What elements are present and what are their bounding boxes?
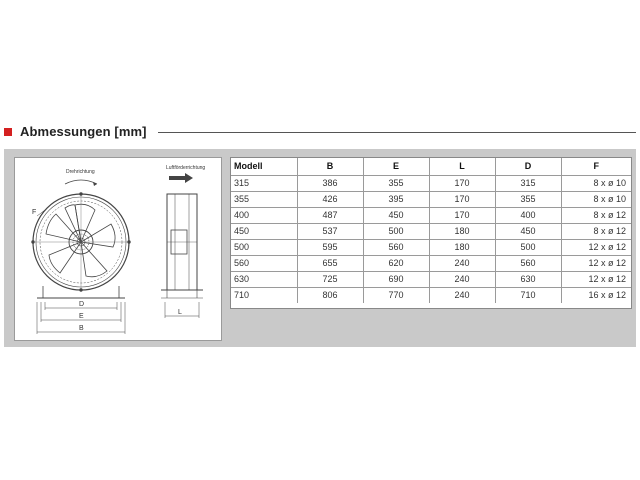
column-header-e: E	[363, 158, 429, 175]
cell-d: 315	[495, 175, 561, 191]
cell-f: 8 x ø 10	[561, 175, 631, 191]
column-header-b: B	[297, 158, 363, 175]
cell-modell: 315	[231, 175, 297, 191]
table-row	[231, 239, 631, 255]
cell-b: 725	[297, 271, 363, 287]
cell-l: 240	[429, 255, 495, 271]
table-row	[231, 223, 631, 239]
cell-b: 426	[297, 191, 363, 207]
cell-d: 630	[495, 271, 561, 287]
cell-modell: 355	[231, 191, 297, 207]
column-header-l: L	[429, 158, 495, 175]
cell-e: 355	[363, 175, 429, 191]
dimensions-table	[231, 158, 631, 303]
table-row	[231, 175, 631, 191]
airflow-arrow-icon	[169, 176, 185, 180]
fan-side-view	[161, 194, 203, 318]
dimensions-table-container	[230, 157, 632, 309]
cell-modell: 630	[231, 271, 297, 287]
section-header	[4, 124, 636, 142]
cell-f: 8 x ø 12	[561, 207, 631, 223]
cell-l: 240	[429, 271, 495, 287]
dim-label-e: E	[79, 313, 84, 320]
dim-label-b: B	[79, 325, 84, 332]
cell-e: 560	[363, 239, 429, 255]
dim-label-l: L	[178, 309, 182, 316]
cell-d: 710	[495, 287, 561, 303]
section-marker	[4, 128, 12, 136]
cell-f: 12 x ø 12	[561, 255, 631, 271]
dim-label-f: F	[32, 209, 37, 216]
table-row	[231, 255, 631, 271]
cell-modell: 710	[231, 287, 297, 303]
column-header-modell: Modell	[231, 158, 297, 175]
cell-e: 620	[363, 255, 429, 271]
cell-d: 560	[495, 255, 561, 271]
rotation-label: Drehrichtung	[66, 169, 95, 175]
cell-e: 395	[363, 191, 429, 207]
cell-l: 180	[429, 223, 495, 239]
airflow-arrowhead-icon	[185, 173, 193, 183]
cell-f: 16 x ø 12	[561, 287, 631, 303]
cell-b: 595	[297, 239, 363, 255]
cell-d: 400	[495, 207, 561, 223]
cell-e: 450	[363, 207, 429, 223]
cell-l: 170	[429, 191, 495, 207]
rotation-arrowhead-icon	[93, 182, 97, 186]
cell-modell: 560	[231, 255, 297, 271]
cell-b: 487	[297, 207, 363, 223]
dim-label-d: D	[79, 301, 85, 308]
cell-f: 12 x ø 12	[561, 239, 631, 255]
section-title: Abmessungen [mm]	[20, 124, 147, 139]
airflow-label: Luftförderrichtung	[166, 165, 206, 171]
section-divider	[158, 132, 636, 133]
fan-technical-drawing	[14, 157, 222, 341]
table-row	[231, 287, 631, 303]
rotation-arrow-icon	[65, 180, 97, 184]
cell-b: 655	[297, 255, 363, 271]
cell-b: 806	[297, 287, 363, 303]
cell-f: 12 x ø 12	[561, 271, 631, 287]
table-row	[231, 191, 631, 207]
table-header-row	[231, 158, 631, 175]
cell-modell: 450	[231, 223, 297, 239]
fan-drawing-svg	[15, 158, 221, 340]
cell-l: 180	[429, 239, 495, 255]
cell-modell: 400	[231, 207, 297, 223]
table-row	[231, 207, 631, 223]
cell-d: 500	[495, 239, 561, 255]
cell-e: 690	[363, 271, 429, 287]
cell-f: 8 x ø 10	[561, 191, 631, 207]
cell-b: 537	[297, 223, 363, 239]
cell-d: 450	[495, 223, 561, 239]
cell-f: 8 x ø 12	[561, 223, 631, 239]
column-header-f: F	[561, 158, 631, 175]
fan-front-view	[32, 193, 130, 298]
table-row	[231, 271, 631, 287]
cell-b: 386	[297, 175, 363, 191]
cell-e: 500	[363, 223, 429, 239]
cell-l: 170	[429, 207, 495, 223]
column-header-d: D	[495, 158, 561, 175]
cell-e: 770	[363, 287, 429, 303]
cell-d: 355	[495, 191, 561, 207]
cell-l: 240	[429, 287, 495, 303]
cell-l: 170	[429, 175, 495, 191]
dimensions-panel	[4, 149, 636, 347]
cell-modell: 500	[231, 239, 297, 255]
